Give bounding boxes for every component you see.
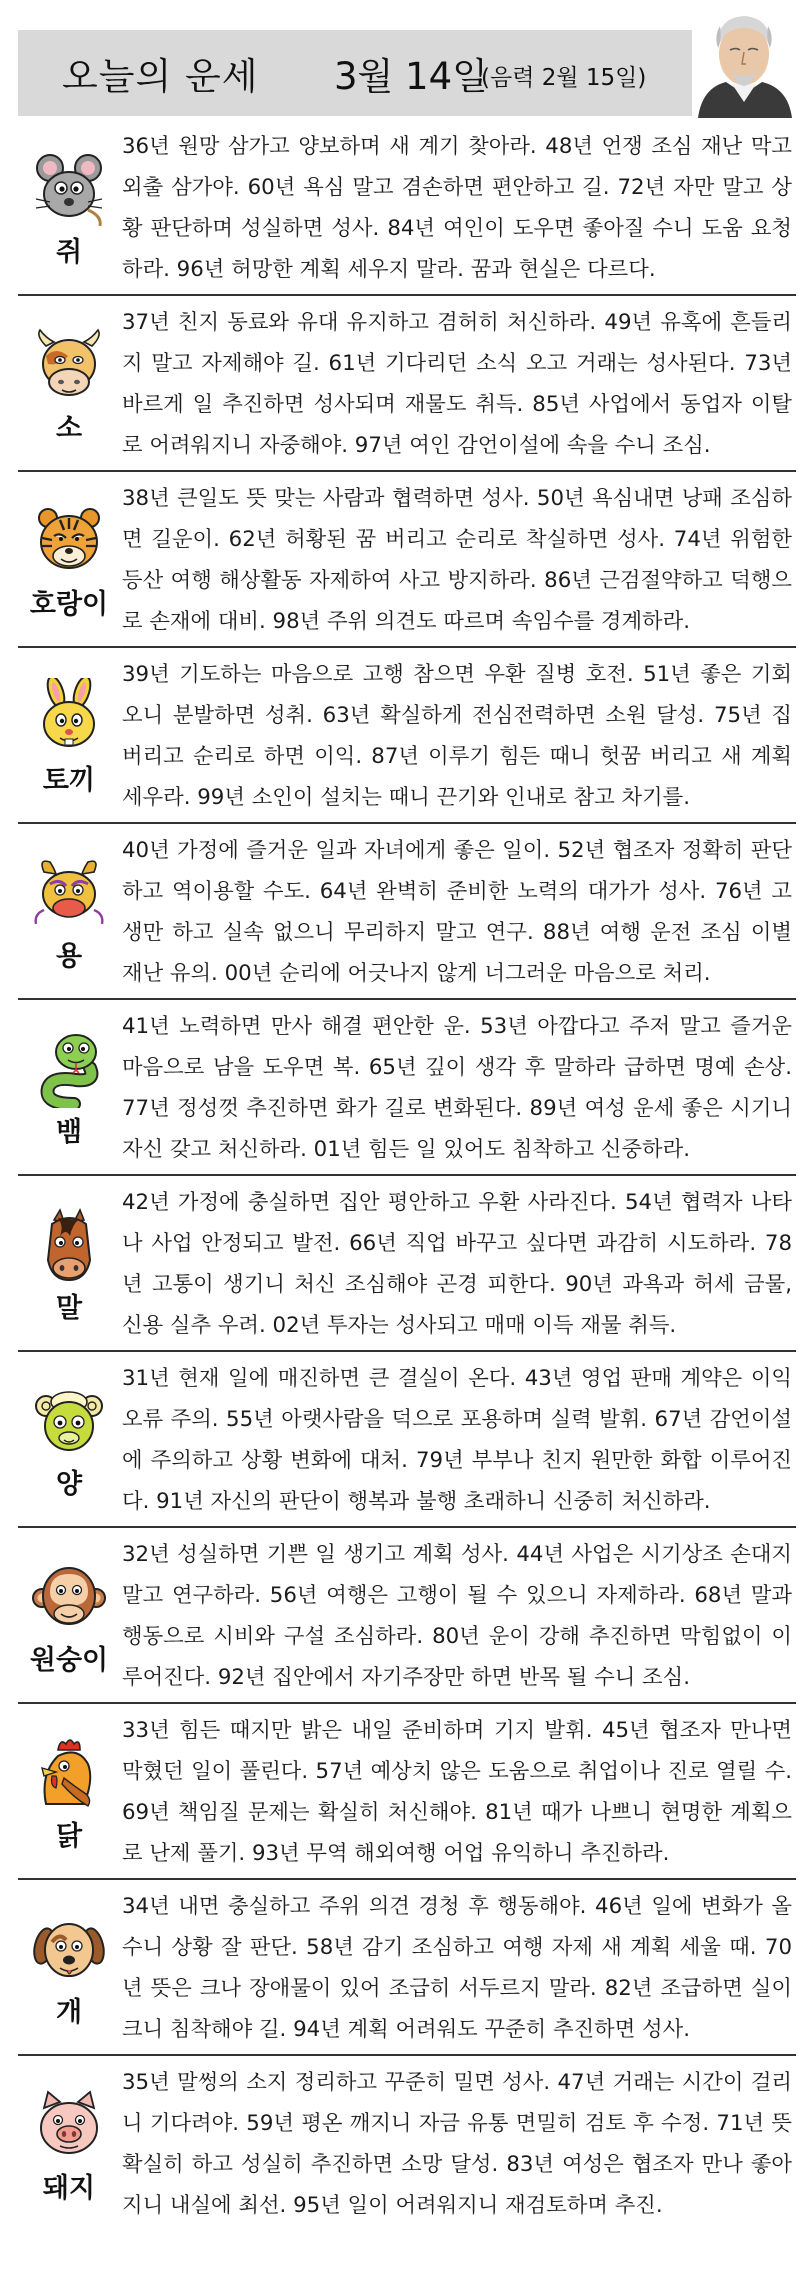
- fortune-text: 31년 현재 일에 매진하면 큰 결실이 온다. 43년 영업 판매 계약은 이익 오류 주의. 55년 아랫사람을 덕으로 포용하며 실력 발휘. 67년 감언이설에 주의하고 상황 변화에 대처. 79년 부부나 친지 원만한 화합 이루어진다. 91년 자신의 판단이 행복과 불행 초래하니 신중히 처신하라.: [122, 1366, 792, 1514]
- zodiac-row-sheep: [18, 1352, 796, 1528]
- fortune-text: 34년 내면 충실하고 주위 의견 경청 후 행동해야. 46년 일에 변화가 올 수니 상황 잘 판단. 58년 감기 조심하고 여행 자제 새 계획 세울 때. 70년 뜻은 크나 장애물이 있어 조급히 서두르지 말라. 82년 조급하면 실이 크니 침착해야 길. 94년 계획 어려워도 꾸준히 추진하면 성사.: [122, 1894, 792, 2042]
- zodiac-list: [18, 120, 796, 2232]
- page-header: [18, 30, 708, 116]
- fortune-text: 38년 큰일도 뜻 맞는 사람과 협력하면 성사. 50년 욕심내면 낭패 조심하면 길운이. 62년 허황된 꿈 버리고 순리로 착실하면 성사. 74년 위험한 등산 여행 해상활동 자제하여 사고 방지하라. 86년 근검절약하고 덕행으로 손재에 대비. 98년 주위 의견도 따르며 속임수를 경계하라.: [122, 486, 792, 634]
- rat-icon: [30, 150, 108, 228]
- animal-cell: [18, 1000, 120, 1174]
- animal-name: 개: [55, 1997, 83, 2028]
- animal-cell: [18, 1176, 120, 1350]
- horse-icon: [30, 1206, 108, 1284]
- tiger-icon: [30, 502, 108, 580]
- animal-cell: [18, 472, 120, 646]
- solar-date: 3월 14일: [334, 55, 488, 98]
- rabbit-icon: [30, 678, 108, 756]
- animal-cell: [18, 120, 120, 294]
- zodiac-row-dog: [18, 1880, 796, 2056]
- fortune-text: 36년 원망 삼가고 양보하며 새 계기 찾아라. 48년 언쟁 조심 재난 막고 외출 삼가야. 60년 욕심 말고 겸손하면 편안하고 길. 72년 자만 말고 상황 판단하며 성실하면 성사. 84년 여인이 도우면 좋아질 수니 도움 요청하라. 96년 허망한 계획 세우지 말라. 꿈과 현실은 다르다.: [122, 134, 792, 282]
- animal-name: 말: [55, 1293, 83, 1324]
- animal-name: 양: [55, 1469, 83, 1500]
- snake-icon: [30, 1030, 108, 1108]
- animal-cell: [18, 2056, 120, 2232]
- animal-cell: [18, 296, 120, 470]
- fortune-text: 32년 성실하면 기쁜 일 생기고 계획 성사. 44년 사업은 시기상조 손대지 말고 연구하라. 56년 여행은 고행이 될 수 있으니 자제하라. 68년 말과 행동으로 시비와 구설 조심하라. 80년 운이 강해 추진하면 막힘없이 이루어진다. 92년 집안에서 자기주장만 하면 반목 될 수니 조심.: [122, 1542, 792, 1690]
- zodiac-row-horse: [18, 1176, 796, 1352]
- animal-name: 원숭이: [29, 1645, 109, 1676]
- zodiac-row-monkey: [18, 1528, 796, 1704]
- fortune-text: 35년 말썽의 소지 정리하고 꾸준히 밀면 성사. 47년 거래는 시간이 걸리니 기다려야. 59년 평온 깨지니 자금 유통 면밀히 검토 후 수정. 71년 뜻 확실히 하고 성실히 추진하면 소망 달성. 83년 여성은 협조자 만나 좋아지니 내실에 최선. 95년 일이 어려워지니 재검토하며 추진.: [122, 2070, 792, 2218]
- zodiac-row-pig: [18, 2056, 796, 2232]
- dog-icon: [30, 1910, 108, 1988]
- fortune-text: 41년 노력하면 만사 해결 편안한 운. 53년 아깝다고 주저 말고 즐거운 마음으로 남을 도우면 복. 65년 깊이 생각 후 말하라 급하면 명예 손상. 77년 정성껏 추진하면 화가 길로 변화된다. 89년 여성 운세 좋은 시기니 자신 갖고 처신하라. 01년 힘든 일 있어도 침착하고 신중하라.: [122, 1014, 792, 1162]
- fortune-text: 42년 가정에 충실하면 집안 평안하고 우환 사라진다. 54년 협력자 나타나 사업 안정되고 발전. 66년 직업 바꾸고 싶다면 과감히 시도하라. 78년 고통이 생기니 처신 조심해야 곤경 피한다. 90년 과욕과 허세 금물, 신용 실추 우려. 02년 투자는 성사되고 매매 이득 재물 취득.: [122, 1190, 792, 1338]
- pig-icon: [30, 2086, 108, 2164]
- animal-cell: [18, 1704, 120, 1878]
- zodiac-row-rabbit: [18, 648, 796, 824]
- sheep-icon: [30, 1382, 108, 1460]
- animal-cell: [18, 824, 120, 998]
- page-title: 오늘의 운세: [62, 55, 259, 98]
- animal-name: 호랑이: [29, 589, 109, 620]
- animal-cell: [18, 648, 120, 822]
- zodiac-row-rat: [18, 120, 796, 296]
- zodiac-row-snake: [18, 1000, 796, 1176]
- animal-name: 닭: [55, 1821, 83, 1852]
- animal-cell: [18, 1352, 120, 1526]
- animal-name: 쥐: [55, 237, 83, 268]
- monkey-icon: [30, 1558, 108, 1636]
- zodiac-row-ox: [18, 296, 796, 472]
- fortune-text: 33년 힘든 때지만 밝은 내일 준비하며 기지 발휘. 45년 협조자 만나면 막혔던 일이 풀린다. 57년 예상치 않은 도움으로 취업이나 진로 열릴 수. 69년 책임질 문제는 확실히 처신해야. 81년 때가 나쁘니 현명한 계획으로 난제 풀기. 93년 무역 해외여행 어업 유익하니 추진하라.: [122, 1718, 792, 1866]
- zodiac-row-rooster: [18, 1704, 796, 1880]
- zodiac-row-dragon: [18, 824, 796, 1000]
- zodiac-row-tiger: [18, 472, 796, 648]
- ox-icon: [30, 326, 108, 404]
- animal-name: 돼지: [42, 2173, 96, 2204]
- fortune-text: 37년 친지 동료와 유대 유지하고 겸허히 처신하라. 49년 유혹에 흔들리지 말고 자제해야 길. 61년 기다리던 소식 오고 거래는 성사된다. 73년 바르게 일 추진하면 성사되며 재물도 취득. 85년 사업에서 동업자 이탈로 어려워지니 자중해야. 97년 여인 감언이설에 속을 수니 조심.: [122, 310, 792, 458]
- rooster-icon: [30, 1734, 108, 1812]
- columnist-photo: [692, 6, 796, 118]
- animal-cell: [18, 1880, 120, 2054]
- animal-cell: [18, 1528, 120, 1702]
- animal-name: 토끼: [42, 765, 96, 796]
- dragon-icon: [30, 854, 108, 932]
- animal-name: 소: [55, 413, 83, 444]
- animal-name: 뱀: [55, 1117, 83, 1148]
- fortune-text: 40년 가정에 즐거운 일과 자녀에게 좋은 일이. 52년 협조자 정확히 판단하고 역이용할 수도. 64년 완벽히 준비한 노력의 대가가 성사. 76년 고생만 하고 실속 없으니 무리하지 말고 연구. 88년 여행 운전 조심 이별 재난 유의. 00년 순리에 어긋나지 않게 너그러운 마음으로 처리.: [122, 838, 792, 986]
- lunar-date: (음력 2월 15일): [481, 65, 647, 91]
- animal-name: 용: [55, 941, 83, 972]
- fortune-text: 39년 기도하는 마음으로 고행 참으면 우환 질병 호전. 51년 좋은 기회 오니 분발하면 성취. 63년 확실하게 전심전력하면 소원 달성. 75년 집 버리고 순리로 하면 이익. 87년 이루기 힘든 때니 헛꿈 버리고 새 계획 세우라. 99년 소인이 설치는 때니 끈기와 인내로 참고 차기를.: [122, 662, 792, 810]
